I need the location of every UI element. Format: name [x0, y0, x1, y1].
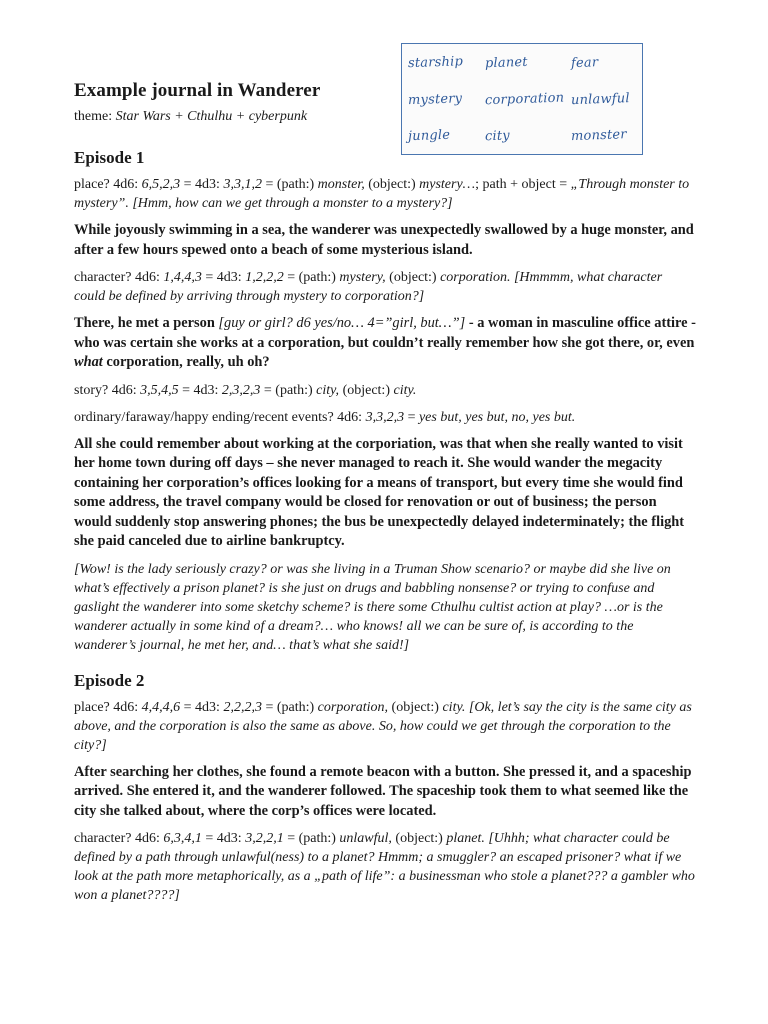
- text: [guy or girl? d6 yes/no… 4=”girl, but…”]: [218, 315, 466, 331]
- text: what: [74, 354, 103, 370]
- card-word: corporation: [485, 90, 565, 108]
- narrative-paragraph: While joyously swimming in a sea, the wanderer was unexpectedly swallowed by a huge monster, and after a few hours spewed onto a beach of some mysterious island.: [74, 222, 694, 258]
- text: = (path:): [260, 382, 317, 398]
- text: = (path:): [283, 270, 340, 285]
- text: = 4d3:: [201, 831, 246, 846]
- word-card: [401, 43, 643, 155]
- text: „Through monster to mystery”. [Hmm, how can we get through a monster to a mystery?]: [74, 177, 690, 211]
- text: (object:): [391, 831, 447, 846]
- text: (object:): [339, 382, 394, 398]
- text: planet. [Uhhh; what character could be defined by a path through unlawful(ness) to a planet? Hmmm; a smuggler? an escaped prisoner? what if we look at the path more metaphorically, as a „path of life”: a businessman who stole a planet??? a gambler who won a planet????]: [74, 831, 695, 903]
- card-word: mystery: [407, 90, 463, 108]
- text: mystery,: [339, 270, 386, 285]
- text: There, he met a person: [74, 315, 219, 331]
- text: 2,2,2,3: [223, 699, 262, 715]
- text: place? 4d6:: [74, 177, 142, 192]
- text: = 4d3:: [178, 382, 222, 398]
- roll-line: [74, 268, 696, 306]
- card-word: monster: [570, 127, 627, 145]
- text: 2,3,2,3: [221, 382, 261, 398]
- text: mystery…: [419, 177, 476, 192]
- text: = 4d3:: [180, 177, 224, 192]
- card-word: starship: [407, 54, 464, 71]
- text: ordinary/faraway/happy ending/recent events? 4d6:: [74, 409, 366, 425]
- text: character? 4d6:: [74, 831, 164, 846]
- text: corporation. [Hmmmm, what character could be defined by arriving through mystery to corporation?]: [74, 270, 663, 304]
- text: 4,4,4,6: [141, 699, 181, 715]
- page-title: Example journal in Wanderer: [74, 80, 321, 101]
- text: monster,: [317, 177, 365, 192]
- theme-label: theme:: [74, 109, 116, 124]
- narrative-paragraph: All she could remember about working at the corporiation, was that when she really wanted to visit her home town during off days – she never managed to reach it. She would wander the megacity containing her corporation’s offices looking for a means of transport, but every time she would find some address, the travel company would be closed for renovation or out of business; the person would suddenly stop answering phones; the bus be unexpectedly delayed indeterminately; the flight she paid canceled due to airline bankruptcy.: [74, 435, 685, 549]
- text: - a woman in masculine office attire - who was certain she works at a corporation, but couldn’t really remember how she got there, or, even: [74, 315, 696, 351]
- roll-line: [74, 408, 696, 427]
- roll-line: [74, 175, 696, 213]
- text: city,: [316, 382, 340, 398]
- text: city. [Ok, let’s say the city is the same city as above, and the corporation is also the same as above. So, how could we get through the corporation to the city?]: [74, 699, 692, 753]
- text: ; path + object =: [475, 177, 571, 192]
- commentary-paragraph: [74, 560, 696, 655]
- text: 3,3,1,2: [223, 177, 262, 192]
- text: = 4d3:: [180, 699, 224, 715]
- narrative-paragraph: After searching her clothes, she found a remote beacon with a button. She pressed it, and a spaceship arrived. She entered it, and the wanderer followed. The spaceship took them to what seemed like the city she talked about, where the corp’s offices were located.: [74, 763, 692, 819]
- episode-heading: Episode 2: [74, 670, 145, 690]
- theme-value: Star Wars + Cthulhu + cyberpunk: [115, 109, 308, 124]
- text: 1,4,4,3: [163, 270, 202, 285]
- text: 1,2,2,2: [245, 270, 284, 285]
- card-word: planet: [485, 54, 529, 72]
- roll-line: [74, 381, 696, 400]
- text: place? 4d6:: [74, 699, 142, 715]
- text: =: [404, 409, 419, 425]
- text: corporation,: [317, 699, 389, 715]
- text: corporation, really, uh oh?: [102, 354, 270, 370]
- card-word: fear: [570, 55, 599, 71]
- card-word: city: [485, 128, 511, 145]
- narrative-paragraph: [74, 314, 696, 373]
- text: = (path:): [261, 177, 318, 192]
- roll-line: [74, 829, 696, 905]
- text: = 4d3:: [201, 270, 246, 285]
- text: unlawful,: [339, 831, 392, 846]
- card-word: unlawful: [570, 90, 630, 108]
- text: 6,5,2,3: [141, 177, 181, 192]
- text: 3,2,2,1: [245, 831, 284, 846]
- text: city.: [393, 382, 417, 398]
- text: = (path:): [261, 699, 318, 715]
- text: yes but, yes but, no, yes but.: [418, 409, 576, 425]
- episode-heading: Episode 1: [74, 148, 145, 167]
- text: 3,5,4,5: [140, 382, 179, 398]
- text: character? 4d6:: [74, 270, 164, 285]
- text: = (path:): [283, 831, 340, 846]
- text: (object:): [385, 270, 441, 285]
- journal-body: [74, 146, 696, 913]
- roll-line: [74, 698, 696, 755]
- text: (object:): [388, 699, 443, 715]
- text: story? 4d6:: [74, 382, 141, 398]
- card-word: jungle: [407, 127, 451, 145]
- theme-line: [74, 109, 307, 125]
- text: (object:): [364, 177, 420, 192]
- text: 6,3,4,1: [163, 831, 202, 846]
- text: 3,3,2,3: [365, 409, 405, 425]
- text: [Wow! is the lady seriously crazy? or was she living in a Truman Show scenario? or maybe did she live on what’s effectively a prison planet? is she just on drugs and babbling nonsense? or trying to confuse and gaslight the wanderer into some sketchy scheme? is there some Cthulhu cultist action at play? …or is the wanderer actually in some kind of a dream?… who knows! all we can be sure of, is according to the wanderer’s journal, he met her, and… that’s what she said!]: [74, 561, 671, 653]
